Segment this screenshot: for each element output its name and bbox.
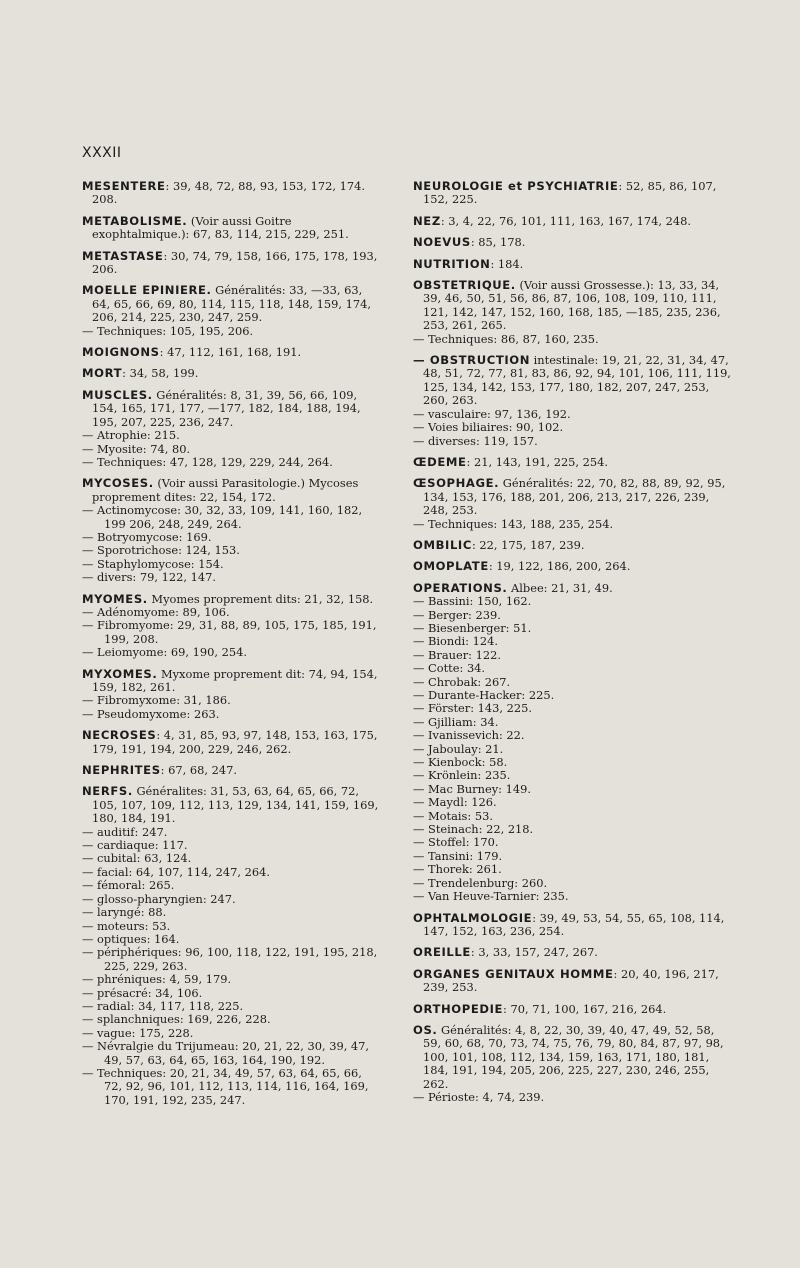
entry-refs: : 184.	[490, 256, 524, 271]
entry-heading: MESENTERE	[82, 179, 166, 193]
entry-heading: MUSCLES.	[82, 387, 153, 402]
entry-heading: MOIGNONS	[82, 345, 160, 360]
sub-entry: — cardiaque: 117.	[82, 838, 188, 853]
entry-line	[413, 456, 733, 469]
sub-entry: — Techniques: 105, 195, 206.	[82, 323, 254, 338]
sub-entry: — Techniques: 20, 21, 34, 49, 57, 63, 64, 65, 66, 72, 92, 96, 101, 112, 113, 114, 116, 164, 169, 170, 191, 192, 235, 247.	[82, 1065, 369, 1107]
sub-entry: — Adénomyome: 89, 106.	[82, 604, 230, 619]
entry-refs: : 70, 71, 100, 167, 216, 264.	[503, 1001, 667, 1016]
entry-refs: : 47, 112, 161, 168, 191.	[159, 345, 302, 360]
sub-entry: — Botryomycose: 169.	[82, 529, 212, 544]
sub-entry: — moteurs: 53.	[82, 918, 171, 933]
entry-refs: (Voir aussi Grossesse.): 13, 33, 34, 39, 46, 50, 51, 56, 86, 87, 106, 108, 109, 110, 111, 121, 142, 147, 152, 160, 168, 185, —185, 235, 236, 253, 261, 265.	[423, 278, 721, 333]
entry-refs: : 67, 68, 247.	[160, 763, 237, 778]
sub-entry: — Névralgie du Trijumeau: 20, 21, 22, 30, 39, 47, 49, 57, 63, 64, 65, 163, 164, 190, 192.	[82, 1039, 370, 1067]
entry-refs: Généralités: 8, 31, 39, 56, 66, 109, 154, 165, 171, 177, —177, 182, 184, 188, 194, 195, 207, 225, 236, 247.	[92, 387, 361, 429]
entry-heading: OMBILIC	[413, 537, 472, 552]
index-entry	[82, 346, 382, 359]
entry-refs: (Voir aussi Parasitologie.) Mycoses proprement dites: 22, 154, 172.	[92, 476, 359, 504]
entry-heading: NEUROLOGIE et PSYCHIATRIE	[413, 179, 619, 193]
index-column-right	[413, 180, 733, 1112]
entry-line	[413, 236, 733, 249]
sub-entry: — Trendelenburg: 260.	[413, 875, 548, 890]
entry-line	[82, 389, 382, 429]
entry-line	[413, 180, 733, 207]
index-entry	[82, 250, 382, 277]
entry-refs: : 3, 33, 157, 247, 267.	[470, 945, 598, 960]
index-entry	[82, 180, 382, 207]
entry-refs: : 39, 49, 53, 54, 55, 65, 108, 114, 147, 152, 163, 236, 254.	[423, 910, 725, 938]
entry-heading: OPHTALMOLOGIE	[413, 910, 533, 925]
sub-entry: — Brauer: 122.	[413, 647, 501, 662]
entry-heading: NUTRITION	[413, 256, 491, 271]
sub-entry: — Förster: 143, 225.	[413, 701, 533, 716]
sub-entry: — Fibromyxome: 31, 186.	[82, 693, 231, 708]
sub-entry: — Krönlein: 235.	[413, 768, 511, 783]
entry-heading: NEPHRITES	[82, 763, 161, 778]
sub-entry: — optiques: 164.	[82, 931, 180, 946]
sub-entry: — Staphylomycose: 154.	[82, 556, 224, 571]
index-entry	[413, 582, 733, 904]
index-entry	[82, 668, 382, 722]
entry-heading: NERFS.	[82, 784, 133, 799]
index-entry	[413, 968, 733, 995]
entry-line	[413, 258, 733, 271]
sub-entry: — Van Heuve-Tarnier: 235.	[413, 889, 569, 904]
sub-entry: — diverses: 119, 157.	[413, 433, 538, 448]
entry-refs: : 3, 4, 22, 76, 101, 111, 163, 167, 174, 248.	[440, 213, 692, 228]
sub-entry: — laryngé: 88.	[82, 905, 167, 920]
sub-entry: — Actinomycose: 30, 32, 33, 109, 141, 160, 182, 199 206, 248, 249, 264.	[82, 503, 363, 531]
entry-line	[82, 785, 382, 825]
index-entry	[413, 477, 733, 531]
entry-heading: NOEVUS	[413, 235, 471, 250]
index-column-left	[82, 180, 382, 1115]
index-entry	[82, 729, 382, 756]
sub-entry: — Tansini: 179.	[413, 848, 503, 863]
sub-entry: — présacré: 34, 106.	[82, 985, 203, 1000]
entry-heading: ŒDEME	[413, 454, 467, 469]
entry-line	[413, 968, 733, 995]
sub-entry: — auditif: 247.	[82, 824, 168, 839]
entry-heading: NECROSES	[82, 728, 157, 743]
entry-refs: : 19, 122, 186, 200, 264.	[488, 559, 631, 574]
entry-heading: OBSTETRIQUE.	[413, 278, 516, 293]
sub-entry: — Myosite: 74, 80.	[82, 441, 191, 456]
entry-refs: : 34, 58, 199.	[122, 366, 199, 381]
entry-line	[413, 215, 733, 228]
entry-heading: OPERATIONS.	[413, 580, 508, 595]
sub-entry: — glosso-pharyngien: 247.	[82, 891, 236, 906]
entry-heading: ORGANES GENITAUX HOMME	[413, 966, 614, 981]
entry-line	[413, 912, 733, 939]
entry-line	[82, 284, 382, 324]
sub-entry: — divers: 79, 122, 147.	[82, 570, 216, 585]
entry-line	[82, 477, 382, 504]
entry-line	[413, 560, 733, 573]
entry-line	[82, 367, 382, 380]
sub-entry: — Thorek: 261.	[413, 862, 502, 877]
sub-entry: — Kienbock: 58.	[413, 755, 508, 770]
entry-refs: : 21, 143, 191, 225, 254.	[466, 454, 609, 469]
entry-heading: MORT	[82, 366, 123, 381]
entry-refs: : 4, 31, 85, 93, 97, 148, 153, 163, 175, 179, 191, 194, 200, 229, 246, 262.	[92, 728, 378, 756]
entry-refs: : 52, 85, 86, 107, 152, 225.	[423, 179, 717, 207]
index-entry	[413, 946, 733, 959]
sub-entry: — Cotte: 34.	[413, 661, 486, 676]
entry-line	[413, 582, 733, 595]
entry-line	[413, 477, 733, 517]
entry-refs: Généralités: 4, 8, 22, 30, 39, 40, 47, 49, 52, 58, 59, 60, 68, 70, 73, 74, 75, 76, 79, 80, 84, 87, 97, 98, 100, 101, 108, 112, 134, 159, 163, 171, 180, 181, 184, 191, 194, 205, 206, 225, 227, 230, 246, 255, 262.	[423, 1022, 724, 1091]
sub-entry: — Techniques: 86, 87, 160, 235.	[413, 331, 599, 346]
index-entry	[413, 1024, 733, 1104]
page-number: XXXII	[82, 145, 122, 161]
index-entry	[413, 456, 733, 469]
entry-refs: (Voir aussi Goitre exophtalmique.): 67, 83, 114, 215, 229, 251.	[92, 213, 349, 242]
entry-refs: Albee: 21, 31, 49.	[507, 580, 613, 595]
entry-refs: : 30, 74, 79, 158, 166, 175, 178, 193, 206.	[92, 248, 378, 277]
entry-refs: : 22, 175, 187, 239.	[471, 537, 585, 552]
sub-entry: — splanchniques: 169, 226, 228.	[82, 1012, 271, 1027]
index-entry	[413, 258, 733, 271]
sub-entry: — Techniques: 47, 128, 129, 229, 244, 264.	[82, 454, 333, 469]
sub-entry: — Jaboulay: 21.	[413, 741, 504, 756]
sub-entry: — Biondi: 124.	[413, 634, 498, 649]
index-entry	[82, 593, 382, 660]
index-entry	[413, 180, 733, 207]
sub-entry: — Techniques: 143, 188, 235, 254.	[413, 516, 614, 531]
sub-entry: — Fibromyome: 29, 31, 88, 89, 105, 175, 185, 191, 199, 208.	[82, 618, 377, 646]
entry-line	[413, 1024, 733, 1091]
index-entry	[413, 354, 733, 448]
sub-entry: — Gjilliam: 34.	[413, 714, 499, 729]
sub-entry: — Mac Burney: 149.	[413, 781, 531, 796]
index-entry	[413, 236, 733, 249]
entry-line	[413, 1003, 733, 1016]
index-entry	[82, 367, 382, 380]
entry-heading: ŒSOPHAGE.	[413, 476, 500, 491]
sub-entry: — Berger: 239.	[413, 607, 501, 622]
sub-entry: — Steinach: 22, 218.	[413, 822, 534, 837]
entry-refs: Généralités: 33, —33, 63, 64, 65, 66, 69, 80, 114, 115, 118, 148, 159, 174, 206, 214, 225, 230, 247, 259.	[92, 283, 371, 325]
index-entry	[413, 1003, 733, 1016]
entry-line	[413, 539, 733, 552]
entry-refs: : 20, 40, 196, 217, 239, 253.	[423, 966, 719, 995]
index-entry	[413, 279, 733, 346]
index-entry	[82, 389, 382, 469]
sub-entry: — fémoral: 265.	[82, 878, 175, 893]
entry-heading: MYXOMES.	[82, 666, 158, 681]
index-entry	[413, 560, 733, 573]
sub-entry: — vasculaire: 97, 136, 192.	[413, 406, 571, 421]
sub-entry: — Voies biliaires: 90, 102.	[413, 420, 564, 435]
index-entry	[413, 912, 733, 939]
sub-entry: — périphériques: 96, 100, 118, 122, 191, 195, 218, 225, 229, 263.	[82, 945, 378, 973]
sub-entry: — cubital: 63, 124.	[82, 851, 192, 866]
entry-heading: OMOPLATE	[413, 559, 489, 574]
index-entry	[82, 477, 382, 584]
sub-entry: — phréniques: 4, 59, 179.	[82, 972, 232, 987]
entry-line	[82, 215, 382, 242]
entry-line	[82, 764, 382, 777]
entry-heading: ORTHOPEDIE	[413, 1001, 504, 1016]
entry-line	[82, 729, 382, 756]
entry-refs: : 39, 48, 72, 88, 93, 153, 172, 174. 208.	[92, 179, 365, 207]
entry-line	[413, 279, 733, 333]
sub-entry: — Bassini: 150, 162.	[413, 594, 532, 609]
entry-heading: — OBSTRUCTION	[413, 353, 531, 368]
entry-line	[82, 593, 382, 606]
sub-entry: — Chrobak: 267.	[413, 674, 511, 689]
index-entry	[413, 215, 733, 228]
entry-line	[82, 668, 382, 695]
index-entry	[82, 785, 382, 1107]
entry-refs: Généralites: 31, 53, 63, 64, 65, 66, 72, 105, 107, 109, 112, 113, 129, 134, 141, 159, 169, 180, 184, 191.	[92, 784, 379, 826]
entry-line	[82, 346, 382, 359]
index-entry	[82, 764, 382, 777]
sub-entry: — Atrophie: 215.	[82, 428, 180, 443]
sub-entry: — Ivanissevich: 22.	[413, 728, 525, 743]
index-entry	[82, 284, 382, 338]
sub-entry: — Périoste: 4, 74, 239.	[413, 1089, 545, 1104]
index-entry	[82, 215, 382, 242]
sub-entry: — Sporotrichose: 124, 153.	[82, 543, 240, 558]
entry-refs: Généralités: 22, 70, 82, 88, 89, 92, 95, 134, 153, 176, 188, 201, 206, 213, 217, 226, 239, 248, 253.	[423, 476, 726, 518]
sub-entry: — vague: 175, 228.	[82, 1025, 194, 1040]
entry-heading: MYOMES.	[82, 591, 148, 606]
sub-entry: — Biesenberger: 51.	[413, 620, 532, 635]
entry-heading: OS.	[413, 1022, 438, 1037]
sub-entry: — Leiomyome: 69, 190, 254.	[82, 645, 247, 660]
sub-entry: — Pseudomyxome: 263.	[82, 706, 220, 721]
entry-line	[413, 946, 733, 959]
entry-heading: METASTASE	[82, 248, 164, 263]
sub-entry: — Stoffel: 170.	[413, 835, 499, 850]
sub-entry: — Motais: 53.	[413, 808, 493, 823]
entry-refs: Myomes proprement dits: 21, 32, 158.	[147, 591, 374, 606]
entry-refs: : 85, 178.	[470, 235, 526, 250]
entry-refs: Myxome proprement dit: 74, 94, 154, 159, 182, 261.	[92, 666, 378, 694]
sub-entry: — Durante-Hacker: 225.	[413, 688, 555, 702]
entry-heading: MOELLE EPINIERE.	[82, 283, 212, 298]
entry-line	[82, 180, 382, 207]
entry-heading: METABOLISME.	[82, 213, 188, 228]
entry-line	[413, 354, 733, 408]
entry-refs: intestinale: 19, 21, 22, 31, 34, 47, 48, 51, 72, 77, 81, 83, 86, 92, 94, 101, 106, 111, 119, 125, 134, 142, 153, 177, 180, 182, 207, 247, 253, 260, 263.	[423, 353, 731, 408]
sub-entry: — facial: 64, 107, 114, 247, 264.	[82, 864, 270, 879]
entry-heading: MYCOSES.	[82, 476, 154, 491]
entry-heading: NEZ	[413, 213, 441, 228]
entry-heading: OREILLE	[413, 945, 471, 960]
sub-entry: — radial: 34, 117, 118, 225.	[82, 998, 244, 1013]
entry-line	[82, 250, 382, 277]
index-entry	[413, 539, 733, 552]
sub-entry: — Maydl: 126.	[413, 795, 497, 810]
